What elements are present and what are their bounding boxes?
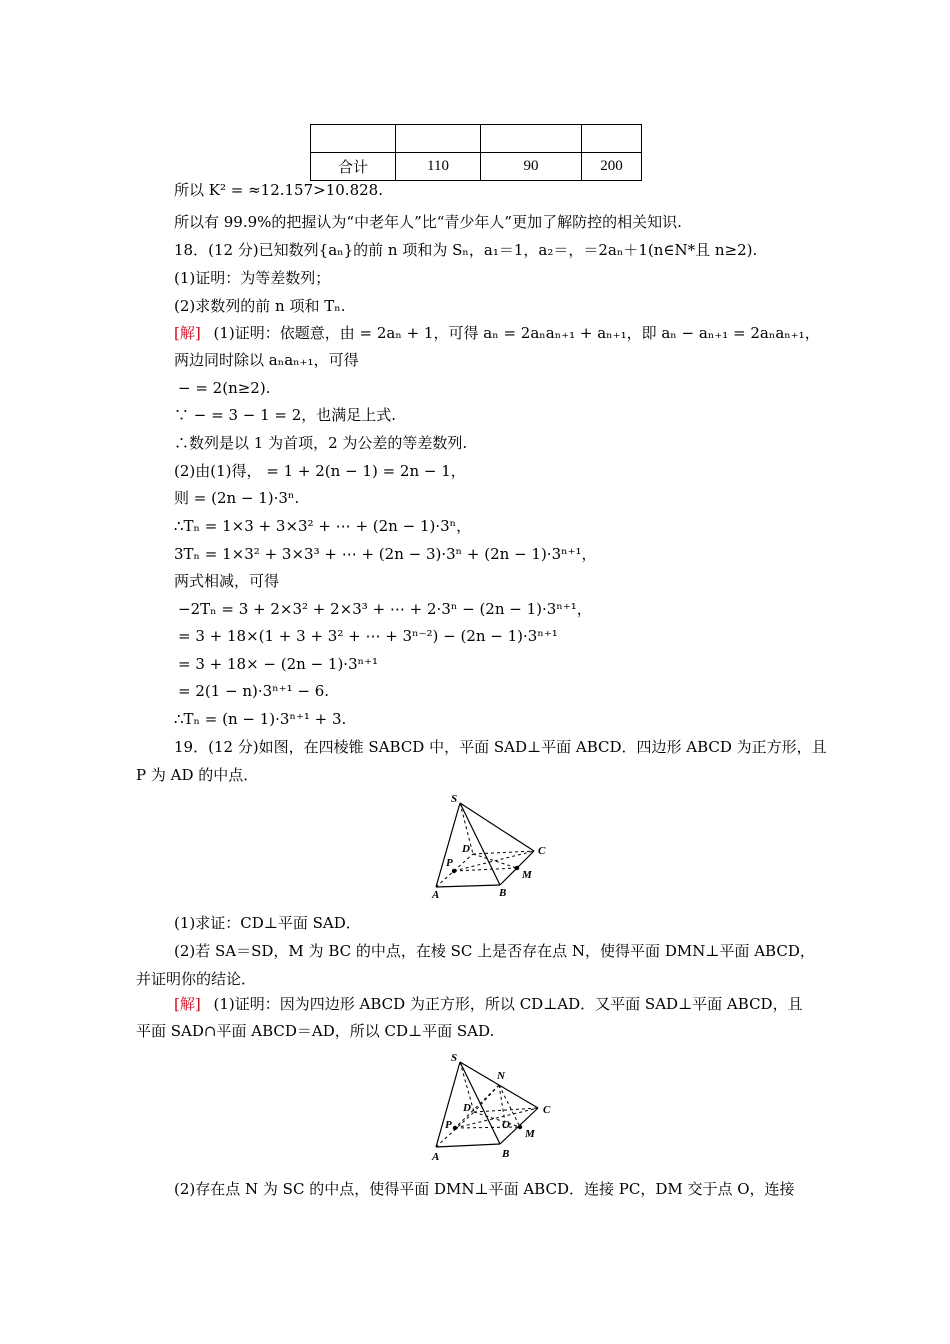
solution-19-part2: (2)存在点 N 为 SC 的中点，使得平面 DMN⊥平面 ABCD．连接 PC，DM 交于点 O，连接 [174,1180,795,1198]
table-cell: 200 [582,153,642,181]
label-N: N [497,1070,505,1082]
solution-text: (1)证明：因为四边形 ABCD 为正方形，所以 CD⊥AD．又平面 SAD⊥平面 ABCD，且 [213,995,803,1013]
text-line: 两式相减，可得 [174,572,280,590]
table-row [311,153,642,181]
problem-18-part1: (1)证明：为等差数列； [174,269,331,287]
data-table [310,124,642,181]
table-cell [396,125,481,153]
text-line: 平面 SAD∩平面 ABCD＝AD，所以 CD⊥平面 SAD. [136,1022,495,1040]
label-A: A [432,1151,440,1163]
problem-19-part2: (2)若 SA＝SD，M 为 BC 的中点，在棱 SC 上是否存在点 N，使得平面 DMN⊥平面 ABCD， [174,942,815,960]
table-cell [582,125,642,153]
label-B: B [499,887,507,899]
label-C: C [538,845,546,857]
text-line: ∴Tₙ = 1×3 + 3×3² + ⋯ + (2n − 1)·3ⁿ， [174,517,472,535]
text-line: = 2(1 − n)·3ⁿ⁺¹ − 6. [178,682,330,700]
label-M: M [522,869,532,881]
problem-18-part2: (2)求数列的前 n 项和 Tₙ. [174,297,346,315]
text-line: ∵ − = 3 − 1 = 2，也满足上式. [174,406,397,424]
solution-tag: [解] [174,324,201,342]
label-M: M [525,1128,535,1140]
text-line: 两边同时除以 aₙaₙ₊₁，可得 [174,351,359,369]
text-line: −2Tₙ = 3 + 2×3² + 2×3³ + ⋯ + 2·3ⁿ − (2n − 1)·3ⁿ⁺¹， [178,600,592,618]
solution-19-line [174,994,803,1014]
pyramid-figure-2 [425,1050,560,1165]
table-cell [481,125,582,153]
label-S: S [451,793,458,805]
text-line: = 3 + 18×(1 + 3 + 3² + ⋯ + 3ⁿ⁻²) − (2n − 1)·3ⁿ⁺¹ [178,627,558,645]
label-P: P [446,857,453,869]
label-D: D [462,843,470,855]
text-line: (2)由(1)得， = 1 + 2(n − 1) = 2n − 1， [174,462,466,480]
text-line: ∴数列是以 1 为首项，2 为公差的等差数列. [174,434,468,452]
text-line: 则 = (2n − 1)·3ⁿ. [174,489,300,507]
table-cell: 110 [396,153,481,181]
label-A: A [432,889,440,901]
solution-text: (1)证明：依题意，由 = 2aₙ + 1，可得 aₙ = 2aₙaₙ₊₁ + aₙ₊₁，即 aₙ − aₙ₊₁ = 2aₙaₙ₊₁， [213,324,820,342]
table-cell: 合计 [311,153,396,181]
text-line: 所以 K² = ≈12.157>10.828. [174,181,383,199]
table-cell [311,125,396,153]
text-line: 所以有 99.9%的把握认为“中老年人”比“青少年人”更加了解防控的相关知识. [174,213,682,231]
text-line: 并证明你的结论． [136,970,257,988]
label-B: B [502,1148,510,1160]
text-line: − = 2(n≥2). [178,379,271,397]
solution-18-line [174,323,820,343]
text-line: P 为 AD 的中点． [136,766,259,784]
label-D: D [463,1102,471,1114]
label-O: O [502,1119,510,1131]
text-line: = 3 + 18× − (2n − 1)·3ⁿ⁺¹ [178,655,379,673]
text-line: ∴Tₙ = (n − 1)·3ⁿ⁺¹ + 3. [174,710,347,728]
problem-19-part1: (1)求证：CD⊥平面 SAD． [174,914,361,932]
table-cell: 90 [481,153,582,181]
label-C: C [543,1104,551,1116]
pyramid-figure-1 [425,792,555,904]
solution-tag: [解] [174,995,201,1013]
text-line: 3Tₙ = 1×3² + 3×3³ + ⋯ + (2n − 3)·3ⁿ + (2n − 1)·3ⁿ⁺¹， [174,545,597,563]
label-S: S [451,1052,458,1064]
table-row [311,125,642,153]
problem-18-statement: 18．(12 分)已知数列{aₙ}的前 n 项和为 Sₙ，a₁＝1，a₂＝，＝2aₙ＋1(n∈N*且 n≥2). [174,241,758,259]
problem-19-statement: 19．(12 分)如图，在四棱锥 SABCD 中，平面 SAD⊥平面 ABCD．四边形 ABCD 为正方形，且 [174,738,827,756]
label-P: P [445,1119,452,1131]
